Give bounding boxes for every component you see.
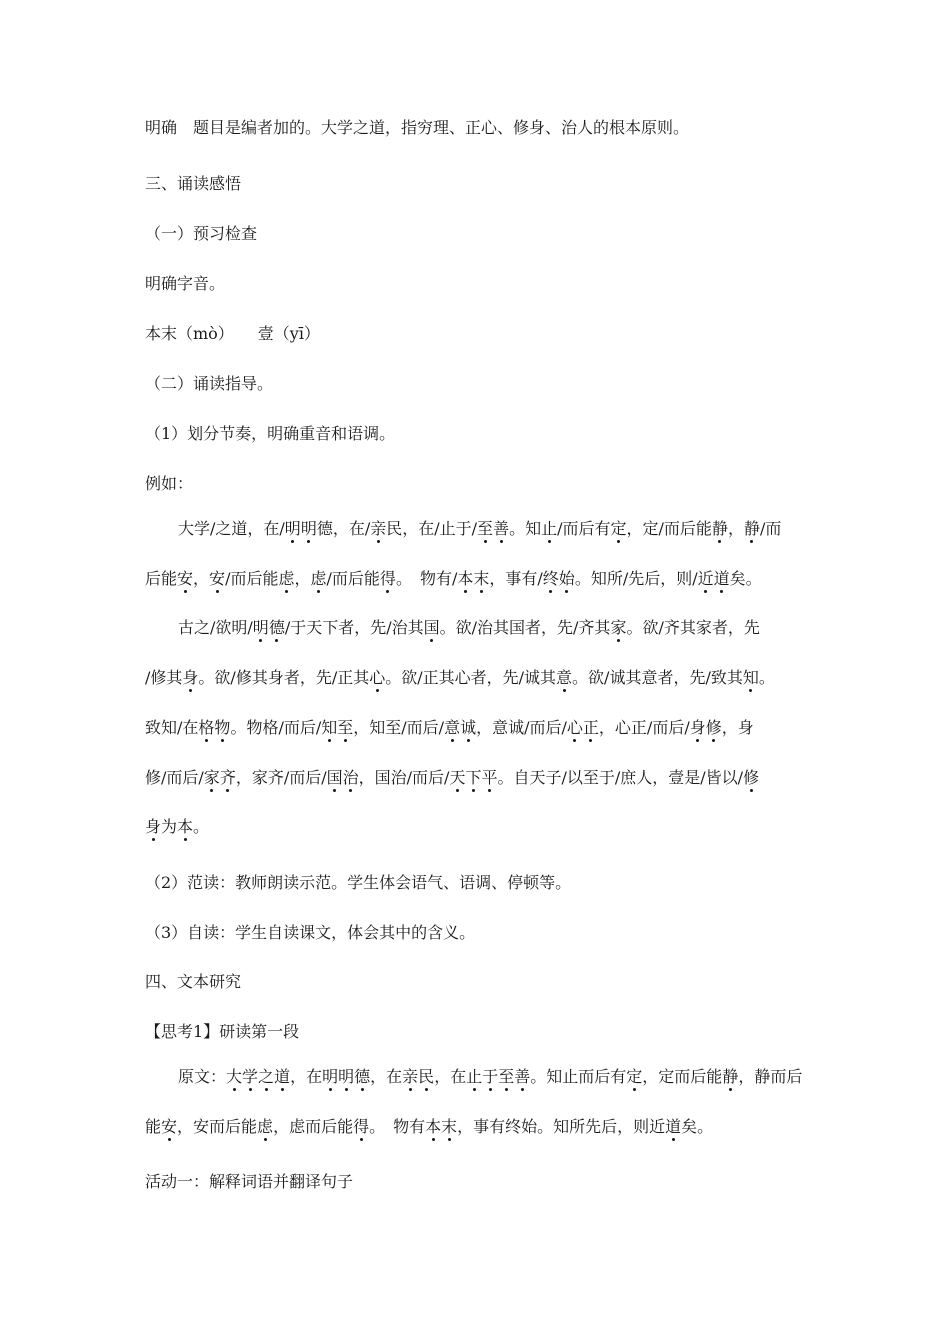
emphasized-text: 知至: [321, 718, 354, 737]
example-text-line: [145, 815, 815, 839]
section-heading-text-study: [145, 970, 815, 994]
text-segment: （1）划分节奏，明确重音和语调。: [145, 424, 396, 443]
text-segment: 。知: [509, 519, 542, 538]
emphasized-text: 家: [610, 618, 627, 637]
text-segment: ，: [294, 569, 311, 588]
emphasized-text: 身: [182, 668, 199, 687]
emphasized-text: 止于至善: [466, 1067, 531, 1086]
text-segment: ，知至/而后/: [353, 718, 445, 737]
text-segment: 本末（mò） 壹（yī）: [145, 324, 320, 343]
emphasized-text: 身修: [689, 718, 722, 737]
emphasized-text: 意诚: [444, 718, 477, 737]
text-segment: ，事有/: [489, 569, 543, 588]
emphasized-text: 国: [423, 618, 440, 637]
text-segment: 。 物有/: [395, 569, 458, 588]
text-segment: 矣。: [681, 1117, 714, 1136]
text-segment: 。: [193, 817, 210, 836]
emphasized-text: 明明: [284, 519, 317, 538]
text-segment: 明确 题目是编者加的。大学之道，指穷理、正心、修身、治人的根本原则。: [145, 118, 690, 137]
emphasized-text: 心正: [566, 718, 599, 737]
emphasized-text: 身: [145, 817, 162, 836]
text-segment: （3）自读：学生自读课文，体会其中的含义。: [145, 923, 476, 942]
example-text-line: [145, 666, 815, 690]
text-segment: /而后有: [557, 519, 611, 538]
text-segment: ，心正/而后/: [598, 718, 690, 737]
thinking-heading: [145, 1020, 815, 1044]
emphasized-text: 虑: [310, 569, 327, 588]
text-segment: 。欲/治其国者，先/齐其: [439, 618, 611, 637]
text-segment: 。欲/正其心者，先/诚其: [385, 668, 557, 687]
text-segment: 明确字音。: [145, 274, 226, 293]
emphasized-text: 亲: [370, 519, 387, 538]
text-segment: ，: [193, 569, 210, 588]
text-segment: 。知所/先后，则/: [574, 569, 698, 588]
emphasized-text: 安: [177, 569, 194, 588]
text-segment: ，安而后能: [177, 1117, 258, 1136]
emphasized-text: 安: [161, 1117, 178, 1136]
answer-title-meaning: [145, 116, 815, 140]
text-segment: /修其: [145, 668, 183, 687]
activity-heading: [145, 1170, 815, 1194]
emphasized-text: 明德: [252, 618, 285, 637]
emphasized-text: 本末: [425, 1117, 458, 1136]
emphasized-text: 定: [626, 1067, 643, 1086]
emphasized-text: 终始: [542, 569, 575, 588]
text-segment: ，家齐/而后/: [235, 768, 327, 787]
text-segment: （二）诵读指导。: [145, 374, 274, 393]
text-segment: 三、诵读感悟: [145, 174, 242, 193]
emphasized-text: 本末: [457, 569, 490, 588]
emphasized-text: 心: [369, 668, 386, 687]
original-text-line: [145, 1115, 815, 1139]
text-segment: ，静而后: [738, 1067, 803, 1086]
text-segment: /而后能: [326, 569, 380, 588]
emphasized-text: 定: [610, 519, 627, 538]
text-segment: ，事有终始。知所先后，则近: [457, 1117, 666, 1136]
text-segment: 活动一：解释词语并翻译句子: [145, 1172, 354, 1191]
text-segment: 修/而后/: [145, 768, 204, 787]
text-segment: ，在: [370, 1067, 403, 1086]
text-segment: 。自天子/以至于/庶人，壹是/皆以/: [497, 768, 744, 787]
paragraph-pronunciation: [145, 272, 815, 296]
section-heading-reading: [145, 172, 815, 196]
text-segment: /而后能: [225, 569, 279, 588]
text-segment: 德，在/: [316, 519, 371, 538]
emphasized-text: 大学之道: [226, 1067, 291, 1086]
emphasized-text: 家齐: [203, 768, 236, 787]
subheading-preview-check: [145, 222, 815, 246]
emphasized-text: 道: [665, 1117, 682, 1136]
emphasized-text: 亲民: [402, 1067, 435, 1086]
text-segment: /于天下者，先/治其: [284, 618, 424, 637]
text-segment: 。欲/修其身者，先/正其: [198, 668, 370, 687]
example-text-line: [145, 766, 815, 790]
text-segment: 后能: [145, 569, 178, 588]
emphasized-text: 国治: [326, 768, 359, 787]
text-segment: ，在: [290, 1067, 323, 1086]
text-segment: ，定/而后能: [626, 519, 712, 538]
emphasized-text: 天下平: [449, 768, 498, 787]
text-segment: 四、文本研究: [145, 972, 242, 991]
pronunciation-list: [145, 322, 815, 346]
text-segment: 。物格/而后/: [230, 718, 322, 737]
emphasized-text: 明明德: [322, 1067, 371, 1086]
text-segment: 为: [161, 817, 178, 836]
text-segment: ，在: [434, 1067, 467, 1086]
text-segment: ，国治/而后/: [358, 768, 450, 787]
emphasized-text: 近道: [697, 569, 730, 588]
emphasized-text: 止: [541, 519, 558, 538]
text-segment: ，定而后能: [642, 1067, 723, 1086]
emphasized-text: 得: [353, 1117, 370, 1136]
emphasized-text: 虑: [257, 1117, 274, 1136]
emphasized-text: 修: [743, 768, 760, 787]
emphasized-text: 知: [742, 668, 759, 687]
step-model-reading: [145, 871, 815, 895]
text-segment: ，虑而后能: [273, 1117, 354, 1136]
text-segment: 民，在/止于/: [386, 519, 478, 538]
text-segment: 原文：: [178, 1067, 227, 1086]
text-segment: 。欲/齐其家者，先: [626, 618, 760, 637]
text-segment: ，意诚/而后/: [476, 718, 567, 737]
emphasized-text: 静: [711, 519, 728, 538]
text-segment: （2）范读：教师朗读示范。学生体会语气、语调、停顿等。: [145, 873, 572, 892]
emphasized-text: 静: [743, 519, 760, 538]
emphasized-text: 意: [556, 668, 573, 687]
text-segment: ，身: [721, 718, 754, 737]
example-text-line: [145, 567, 815, 591]
emphasized-text: 安: [209, 569, 226, 588]
emphasized-text: 至善: [477, 519, 510, 538]
emphasized-text: 虑: [278, 569, 295, 588]
emphasized-text: 本: [177, 817, 194, 836]
text-segment: 能: [145, 1117, 162, 1136]
text-segment: （一）预习检查: [145, 224, 258, 243]
text-segment: ，: [727, 519, 744, 538]
example-text-line: [178, 616, 815, 640]
text-segment: 。: [758, 668, 775, 687]
text-segment: 【思考1】研读第一段: [145, 1022, 300, 1041]
text-segment: 致知/在: [145, 718, 199, 737]
text-segment: 例如：: [145, 474, 194, 493]
example-text-line: [178, 517, 815, 541]
emphasized-text: 静: [722, 1067, 739, 1086]
text-segment: 古之/欲明/: [178, 618, 253, 637]
emphasized-text: 得: [379, 569, 396, 588]
step-self-reading: [145, 921, 815, 945]
text-segment: 大学/之道，在/: [178, 519, 285, 538]
text-segment: 。知止而后有: [530, 1067, 627, 1086]
example-label: [145, 472, 815, 496]
original-text-line: [178, 1065, 815, 1089]
text-segment: 矣。: [729, 569, 762, 588]
subheading-reading-guide: [145, 372, 815, 396]
text-segment: 。 物有: [369, 1117, 426, 1136]
text-segment: /而: [759, 519, 782, 538]
text-segment: 。欲/诚其意者，先/致其: [572, 668, 743, 687]
step-rhythm: [145, 422, 815, 446]
emphasized-text: 格物: [198, 718, 231, 737]
example-text-line: [145, 716, 815, 740]
